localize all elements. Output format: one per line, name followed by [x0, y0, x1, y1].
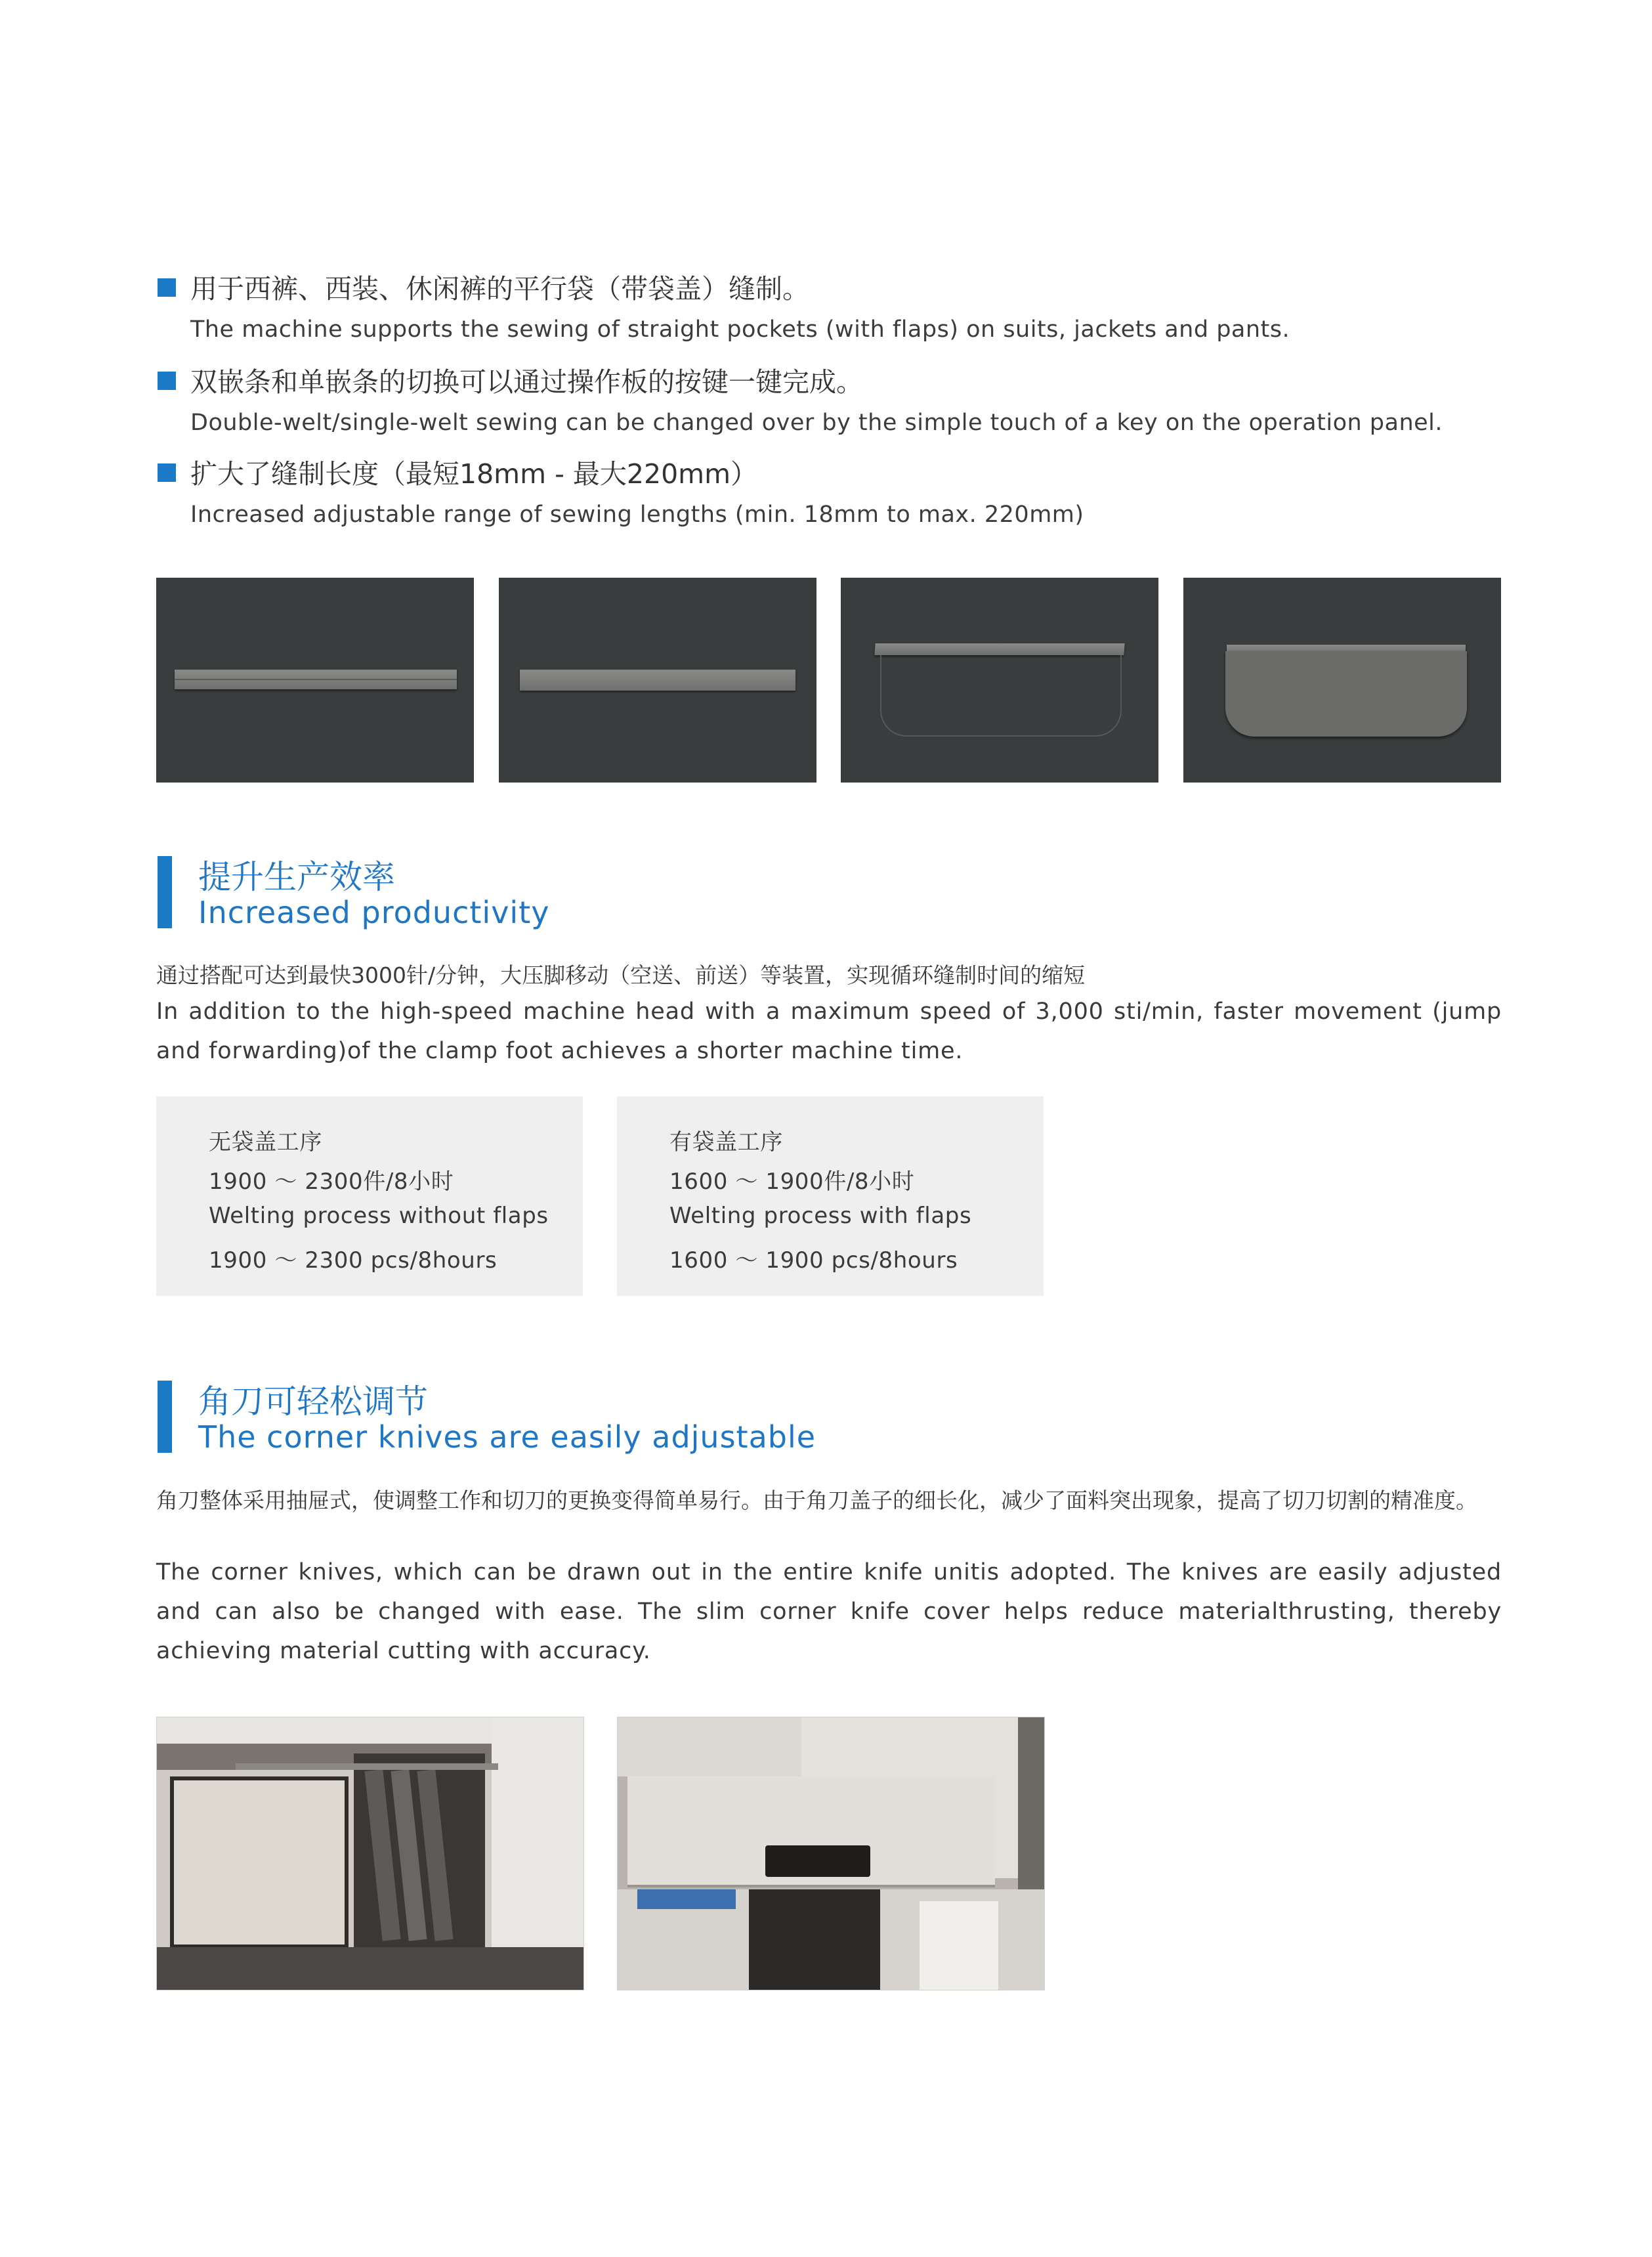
section-title-en: The corner knives are easily adjustable [198, 1419, 816, 1455]
knife-cover-photo [617, 1717, 1045, 1990]
feature-1-en: The machine supports the sewing of straight pockets (with flaps) on suits, jackets and pants. [190, 316, 1290, 343]
info-box-line: 1600 ～ 1900 pcs/8hours [669, 1247, 958, 1274]
info-box-line: Welting process with flaps [669, 1203, 972, 1229]
section-title-zh: 角刀可轻松调节 [198, 1383, 428, 1421]
corner-knife-unit-photo [156, 1717, 584, 1990]
bullet-square-icon [158, 278, 176, 297]
info-box-without-flaps [156, 1096, 583, 1296]
feature-1-zh: 用于西裤、西装、休闲裤的平行袋（带袋盖）缝制。 [190, 273, 809, 305]
info-box-line: Welting process without flaps [209, 1203, 549, 1229]
knives-body-zh: 角刀整体采用抽屉式，使调整工作和切刀的更换变得简单易行。由于角刀盖子的细长化，减少了面料突出现象，提高了切刀切割的精准度。 [156, 1488, 1477, 1513]
feature-2-en: Double-welt/single-welt sewing can be changed over by the simple touch of a key on the operation panel. [190, 410, 1443, 436]
info-box-line: 无袋盖工序 [209, 1129, 322, 1155]
info-box-line: 1900 ～ 2300 pcs/8hours [209, 1247, 498, 1274]
section-accent-bar [158, 856, 172, 928]
section-accent-bar [158, 1381, 172, 1453]
flap-sewn-swatch-image [1183, 578, 1501, 783]
bullet-square-icon [158, 372, 176, 390]
feature-3-zh: 扩大了缝制长度（最短18mm - 最大220mm） [190, 458, 758, 490]
knives-body-en: The corner knives, which can be drawn out in the entire knife unitis adopted. The knives are easily adjusted and can also be changed with ease. The slim corner knife cover helps reduce materialthrusting, thereby achieving material cutting with accuracy. [156, 1559, 1502, 1664]
bullet-square-icon [158, 463, 176, 482]
feature-3-en: Increased adjustable range of sewing lengths (min. 18mm to max. 220mm) [190, 502, 1084, 528]
productivity-body-en: In addition to the high-speed machine head with a maximum speed of 3,000 sti/min, faster movement (jump and forwarding)of the clamp foot achieves a shorter machine time. [156, 999, 1502, 1064]
info-box-with-flaps [617, 1096, 1044, 1296]
info-box-line: 1600 ～ 1900件/8小时 [669, 1169, 915, 1195]
single-welt-swatch-image [499, 578, 816, 783]
feature-2-zh: 双嵌条和单嵌条的切换可以通过操作板的按键一键完成。 [190, 366, 863, 398]
info-box-line: 有袋盖工序 [669, 1129, 783, 1155]
section-title-zh: 提升生产效率 [198, 858, 395, 896]
section-title-en: Increased productivity [198, 895, 550, 930]
productivity-body-zh: 通过搭配可达到最快3000针/分钟，大压脚移动（空送、前送）等装置，实现循环缝制时间的缩短 [156, 962, 1086, 988]
flap-outline-swatch-image [841, 578, 1158, 783]
double-welt-swatch-image [156, 578, 474, 783]
info-box-line: 1900 ～ 2300件/8小时 [209, 1169, 454, 1195]
